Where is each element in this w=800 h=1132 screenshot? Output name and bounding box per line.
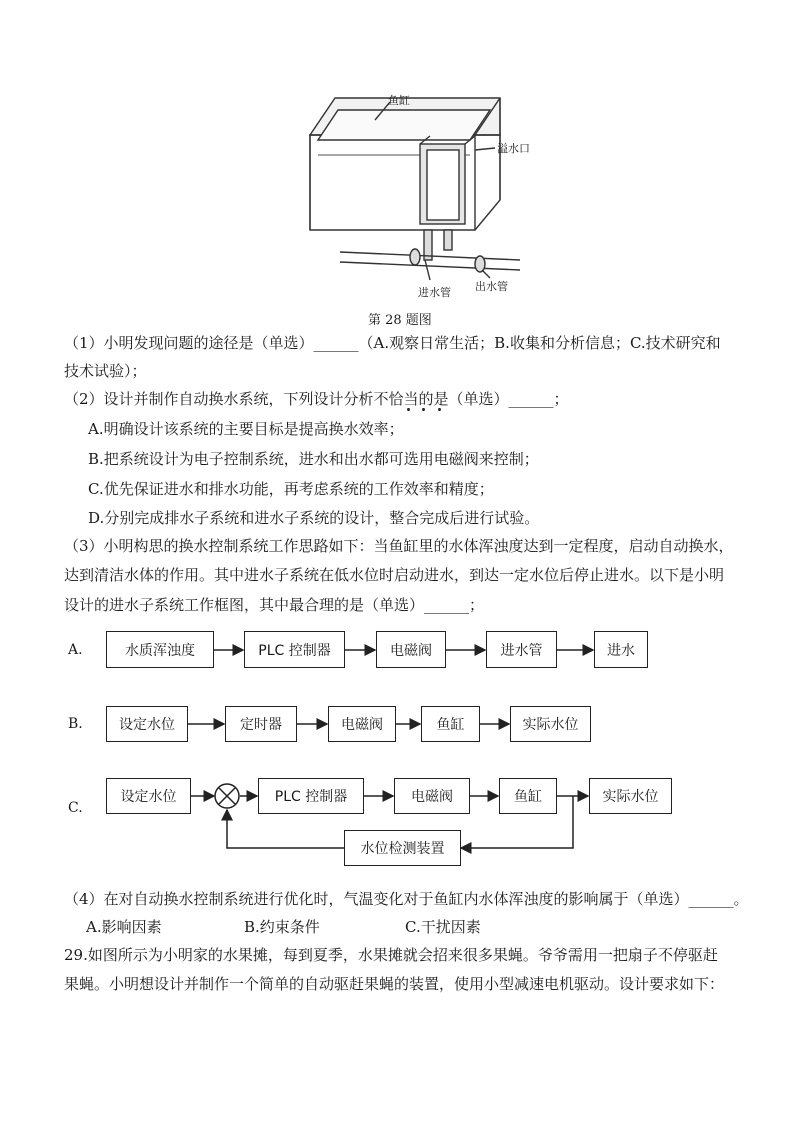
- diagram-c-letter: C.: [68, 800, 83, 816]
- q29-line1: 29.如图所示为小明家的水果摊，每到夏季，水果摊就会招来很多果蝇。爷爷需用一把扇子不停驱赶: [64, 946, 718, 964]
- q4-option-c: C.干扰因素: [405, 918, 481, 936]
- diagram-b-letter: B.: [68, 716, 83, 732]
- q3-line2: 达到清洁水体的作用。其中进水子系统在低水位时启动进水，到达一定水位后停止进水。以下是小明: [64, 566, 725, 584]
- q2-option-c: C.优先保证进水和排水功能，再考虑系统的工作效率和精度；: [88, 480, 494, 498]
- diagram-c-box-1: 设定水位: [106, 778, 191, 814]
- q2-option-b: B.把系统设计为电子控制系统，进水和出水都可选用电磁阀来控制；: [88, 450, 539, 468]
- q4-option-a: A.影响因素: [86, 918, 162, 936]
- q4-stem: （4）在对自动换水控制系统进行优化时，气温变化对于鱼缸内水体浑浊度的影响属于（单选）______。: [64, 890, 749, 908]
- diagram-c-box-2: PLC 控制器: [258, 778, 364, 814]
- q2-option-a: A.明确设计该系统的主要目标是提高换水效率；: [88, 420, 404, 438]
- q3-line1: （3）小明构思的换水控制系统工作思路如下：当鱼缸里的水体浑浊度达到一定程度，启动自动换水，: [64, 537, 734, 555]
- diagram-a-box-2: PLC 控制器: [244, 631, 345, 668]
- diagram-c-feedback-box: 水位检测装置: [344, 830, 461, 866]
- figure-caption: 第 28 题图: [368, 313, 432, 328]
- q3-line3: 设计的进水子系统工作框图，其中最合理的是（单选）______；: [64, 596, 485, 614]
- diagram-c-box-3: 电磁阀: [394, 778, 470, 814]
- label-inlet: 进水管: [418, 286, 451, 299]
- q4-option-b: B.约束条件: [244, 918, 320, 936]
- label-overflow: 溢水口: [497, 142, 530, 155]
- diagram-b-box-1: 设定水位: [106, 706, 188, 742]
- label-tank: 鱼缸: [388, 94, 410, 107]
- diagram-c-box-4: 鱼缸: [499, 778, 557, 814]
- diagram-b-box-2: 定时器: [225, 706, 297, 742]
- diagram-c-box-5: 实际水位: [589, 778, 672, 814]
- q2-stem: （2）设计并制作自动换水系统，下列设计分析不恰当的是（单选）______；: [64, 390, 569, 408]
- diagram-a-box-4: 进水管: [486, 631, 557, 668]
- diagram-a-box-3: 电磁阀: [376, 631, 446, 668]
- q1-line2: 技术试验）；: [64, 362, 147, 380]
- diagram-b-box-4: 鱼缸: [421, 706, 480, 742]
- diagram-b-box-3: 电磁阀: [328, 706, 396, 742]
- label-outlet: 出水管: [475, 280, 508, 293]
- diagram-a-letter: A.: [68, 642, 83, 658]
- q29-line2: 果蝇。小明想设计并制作一个简单的自动驱赶果蝇的装置，使用小型减速电机驱动。设计要求如下：: [64, 975, 725, 993]
- q1-line1: （1）小明发现问题的途径是（单选）______（A.观察日常生活；B.收集和分析信息；C.技术研究和: [64, 334, 721, 352]
- diagram-a-box-1: 水质浑浊度: [106, 631, 214, 668]
- diagram-a-box-5: 进水: [594, 631, 648, 668]
- diagram-b-box-5: 实际水位: [510, 706, 591, 742]
- q2-option-d: D.分别完成排水子系统和进水子系统的设计，整合完成后进行试验。: [88, 509, 540, 527]
